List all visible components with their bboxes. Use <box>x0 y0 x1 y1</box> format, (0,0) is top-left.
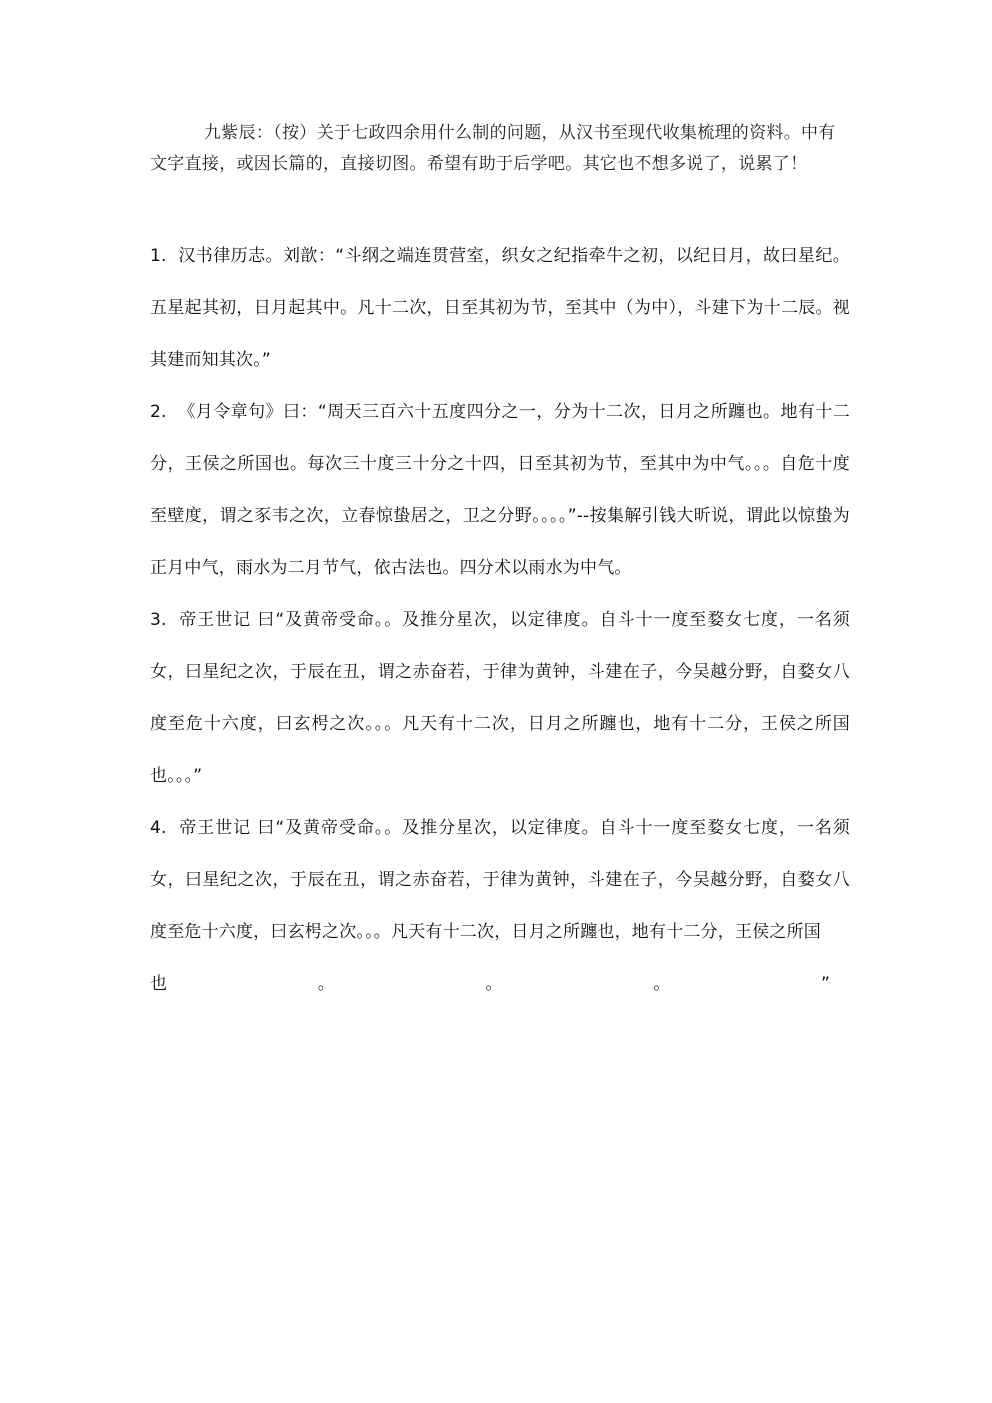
item-text: 汉书律历志。刘歆：“斗纲之端连贯营室，织女之纪指牵牛之初，以纪日月，故曰星纪。五星起其初，日月起其中。凡十二次，日至其初为节，至其中（为中），斗建下为十二辰。视其建而知其次。” <box>150 246 850 370</box>
item-number: 1. <box>150 246 167 266</box>
list-item-2 <box>150 386 850 594</box>
item-text: 帝王世记 曰“及黄帝受命。。及推分星次，以定律度。自斗十一度至婺女七度，一名须女，曰星纪之次，于辰在丑，谓之赤奋若，于律为黄钟，斗建在子，今吴越分野，自婺女八度至危十六度，曰玄枵之次。。。凡天有十二次，日月之所躔也，地有十二分，王侯之所国 <box>150 818 850 942</box>
list-item-4 <box>150 802 850 958</box>
item-number: 4. <box>150 818 167 838</box>
tail-char: 。 <box>653 974 671 994</box>
item-number: 3. <box>150 610 167 630</box>
intro-paragraph <box>150 118 850 180</box>
numbered-list <box>150 230 850 1010</box>
item-text: 《月令章句》曰：“周天三百六十五度四分之一，分为十二次，日月之所躔也。地有十二分，王侯之所国也。每次三十度三十分之十四，日至其初为节，至其中为中气。。。自危十度至壁度，谓之豕韦之次，立春惊蛰居之，卫之分野。。。。”--按集解引钱大昕说，谓此以惊蛰为正月中气，雨水为二月节气，依古法也。四分术以雨水为中气。 <box>150 402 850 578</box>
item-text: 帝王世记 曰“及黄帝受命。。及推分星次，以定律度。自斗十一度至婺女七度，一名须女，曰星纪之次，于辰在丑，谓之赤奋若，于律为黄钟，斗建在子，今吴越分野，自婺女八度至危十六度，曰玄枵之次。。。凡天有十二次，日月之所躔也，地有十二分，王侯之所国也。。。” <box>150 610 850 786</box>
list-item-3 <box>150 594 850 802</box>
tail-char: 。 <box>317 974 335 994</box>
item-number: 2. <box>150 402 167 422</box>
spaced-last-line <box>150 958 830 1010</box>
list-item-1 <box>150 230 850 386</box>
tail-char: 也 <box>150 974 168 994</box>
tail-char: ” <box>820 974 830 994</box>
intro-text: 九紫辰：（按）关于七政四余用什么制的问题，从汉书至现代收集梳理的资料。中有文字直接，或因长篇的，直接切图。希望有助于后学吧。其它也不想多说了，说累了！ <box>150 123 836 174</box>
tail-char: 。 <box>485 974 503 994</box>
